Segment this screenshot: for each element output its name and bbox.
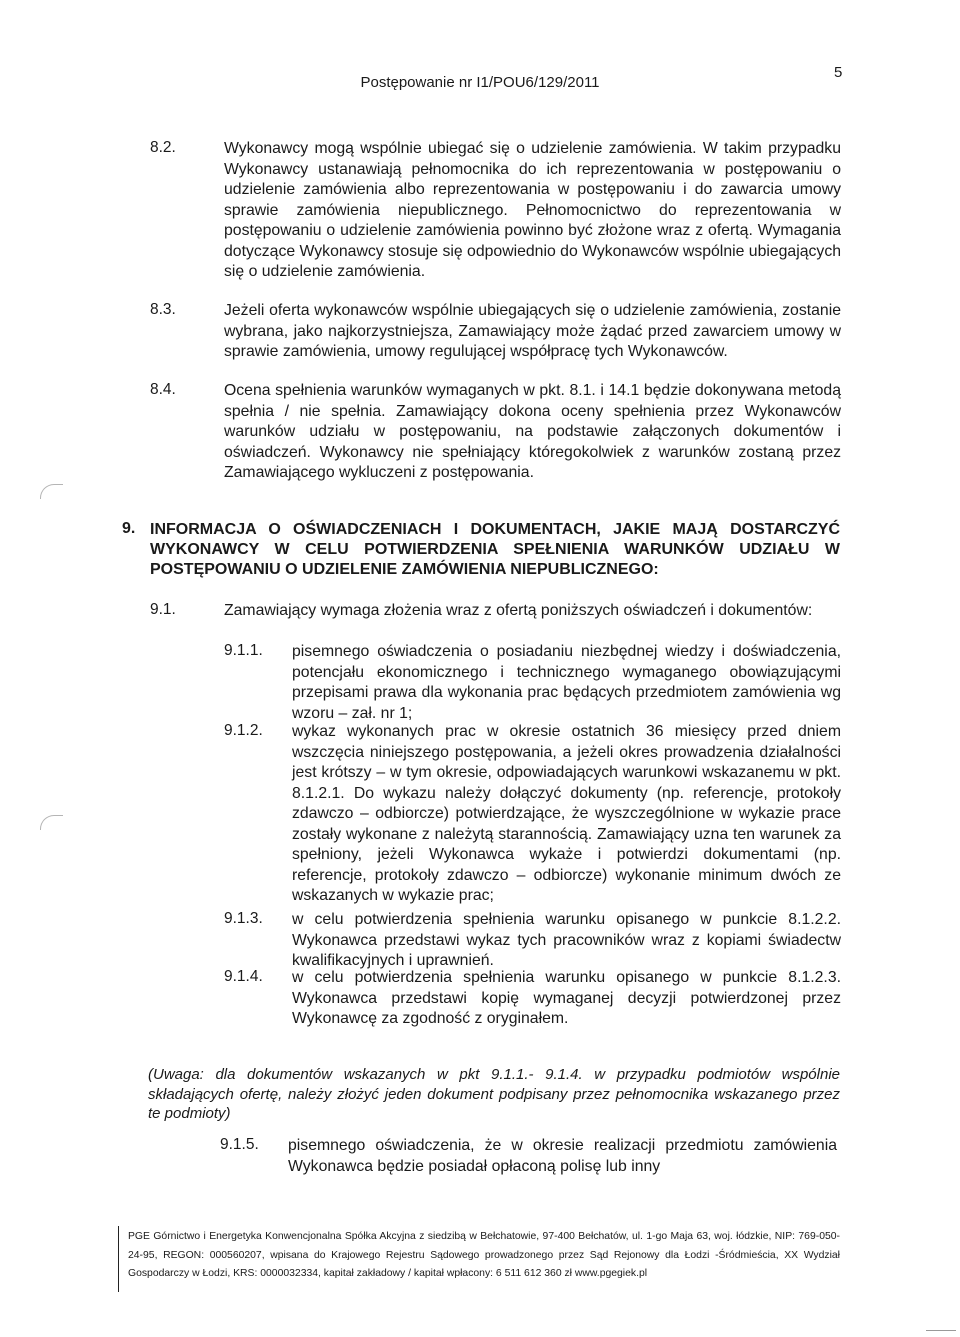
section-8-3-text: Jeżeli oferta wykonawców wspólnie ubiegających się o udzielenie zamówienia, zostanie wybrana, jako najkorzystniejsza, Zamawiający może żądać przed zawarciem umowy w sprawie zamówienia, umowy regulującej współpracę tych Wykonawców. xyxy=(224,302,841,360)
section-number-9-1-2: 9.1.2. xyxy=(224,722,263,739)
section-9-1-5-text: pisemnego oświadczenia, że w okresie realizacji przedmiotu zamówienia Wykonawca będzie posiadał opłaconą polisę lub inny xyxy=(288,1137,837,1175)
section-number-8-2: 8.2. xyxy=(150,139,176,156)
page-number: 5 xyxy=(834,64,843,81)
scan-edge-mark xyxy=(926,1330,956,1331)
section-9-heading: INFORMACJA O OŚWIADCZENIACH I DOKUMENTACH, JAKIE MAJĄ DOSTARCZYĆ WYKONAWCY W CELU POTWIERDZENIA SPEŁNIENIA WARUNKÓW UDZIAŁU W POSTĘPOWANIU O UDZIELENIE ZAMÓWIENIA NIEPUBLICZNEGO: xyxy=(150,521,840,578)
section-number-9-1-5: 9.1.5. xyxy=(220,1136,259,1153)
section-9-1-3-text: w celu potwierdzenia spełnienia warunku opisanego w punkcie 8.1.2.2. Wykonawca przedstawi wykaz tych pracowników wraz z kopiami świadectw kwalifikacyjnych i uprawnień. xyxy=(292,911,841,969)
section-number-9-1: 9.1. xyxy=(150,601,176,618)
note-text: (Uwaga: dla dokumentów wskazanych w pkt 9.1.1.- 9.1.4. w przypadku podmiotów wspólnie składających ofertę, należy złożyć jeden dokument podpisany przez pełnomocnika wskazanego przez te podmioty) xyxy=(148,1066,840,1122)
footer-rule xyxy=(118,1226,119,1292)
section-number-8-4: 8.4. xyxy=(150,381,176,398)
section-9-1-4-text: w celu potwierdzenia spełnienia warunku opisanego w punkcie 8.1.2.3. Wykonawca przedstawi kopię wymaganej decyzji potwierdzonej przez Wykonawcę za zgodność z oryginałem. xyxy=(292,969,841,1027)
footer-company-info: PGE Górnictwo i Energetyka Konwencjonalna Spółka Akcyjna z siedzibą w Bełchatowie, 97-400 Bełchatów, ul. 1-go Maja 63, woj. łódzkie, NIP: 769-050-24-95, REGON: 000560207, wpisana do Krajowego Rejestru Sądowego prowadzonego przez Sąd Rejonowy dla Łodzi -Śródmieścia, XX Wydział Gospodarczy w Łodzi, KRS: 0000032334, kapitał zakładowy / kapitał wpłacony: 6 511 612 360 zł www.pgegiek.pl xyxy=(128,1231,840,1279)
section-8-2-text: Wykonawcy mogą wspólnie ubiegać się o udzielenie zamówienia. W takim przypadku Wykonawcy ustanawiają pełnomocnika do ich reprezentowania w postępowaniu o udzielenie zamówienia albo reprezentowania w postępowaniu i do zawarcia umowy sprawie zamówienia niepublicznego. Pełnomocnictwo do reprezentowania w postępowaniu o udzielenie zamówienia powinno być złożone wraz z ofertą. Wymagania dotyczące Wykonawcy stosuje się odpowiednio do Wykonawców wspólnie ubiegających się o udzielenie zamówienia. xyxy=(224,140,841,280)
section-9-1-text: Zamawiający wymaga złożenia wraz z ofertą poniższych oświadczeń i dokumentów: xyxy=(224,602,813,619)
section-9-1-2-text: wykaz wykonanych prac w okresie ostatnich 36 miesięcy przed dniem wszczęcia niniejszego postępowania, a jeżeli okres prowadzenia działalności jest krótszy – w tym okresie, odpowiadających warunkowi wskazanemu w pkt. 8.1.2.1. Do wykazu należy dołączyć dokumenty (np. referencje, protokoły zdawczo – odbiorcze) potwierdzające, że wyszczególnione w wykazie prace zostały wykonane z należytą starannością. Zamawiający uzna ten warunek za spełniony, jeżeli Wykonawca wykaże i potwierdzi dokumentami (np. referencje, protokoły zdawczo – odbiorcze) wykonanie minimum dwóch ze wskazanych w wykazie prac; xyxy=(292,723,841,904)
section-8-4-text: Ocena spełnienia warunków wymaganych w pkt. 8.1. i 14.1 będzie dokonywana metodą spełnia / nie spełnia. Zamawiający dokona oceny spełnienia przez Wykonawców warunków udziału w postępowaniu, na podstawie załączonych dokumentów i oświadczeń. Wykonawcy nie spełniający któregokolwiek z warunków zostaną przez Zamawiającego wykluczeni z postępowania. xyxy=(224,382,841,481)
section-number-9-1-4: 9.1.4. xyxy=(224,968,263,985)
section-number-9-1-3: 9.1.3. xyxy=(224,910,263,927)
section-number-9-1-1: 9.1.1. xyxy=(224,642,263,659)
section-number-8-3: 8.3. xyxy=(150,301,176,318)
margin-mark xyxy=(40,484,63,499)
section-number-9: 9. xyxy=(122,520,136,537)
section-9-1-1-text: pisemnego oświadczenia o posiadaniu niezbędnej wiedzy i doświadczenia, potencjału ekonomicznego i technicznego wymaganego obowiązującymi przepisami prawa dla wykonania prac będących przedmiotem zamówienia wg wzoru – zał. nr 1; xyxy=(292,643,841,722)
document-header: Postępowanie nr I1/POU6/129/2011 xyxy=(360,74,600,91)
margin-mark xyxy=(40,815,63,830)
